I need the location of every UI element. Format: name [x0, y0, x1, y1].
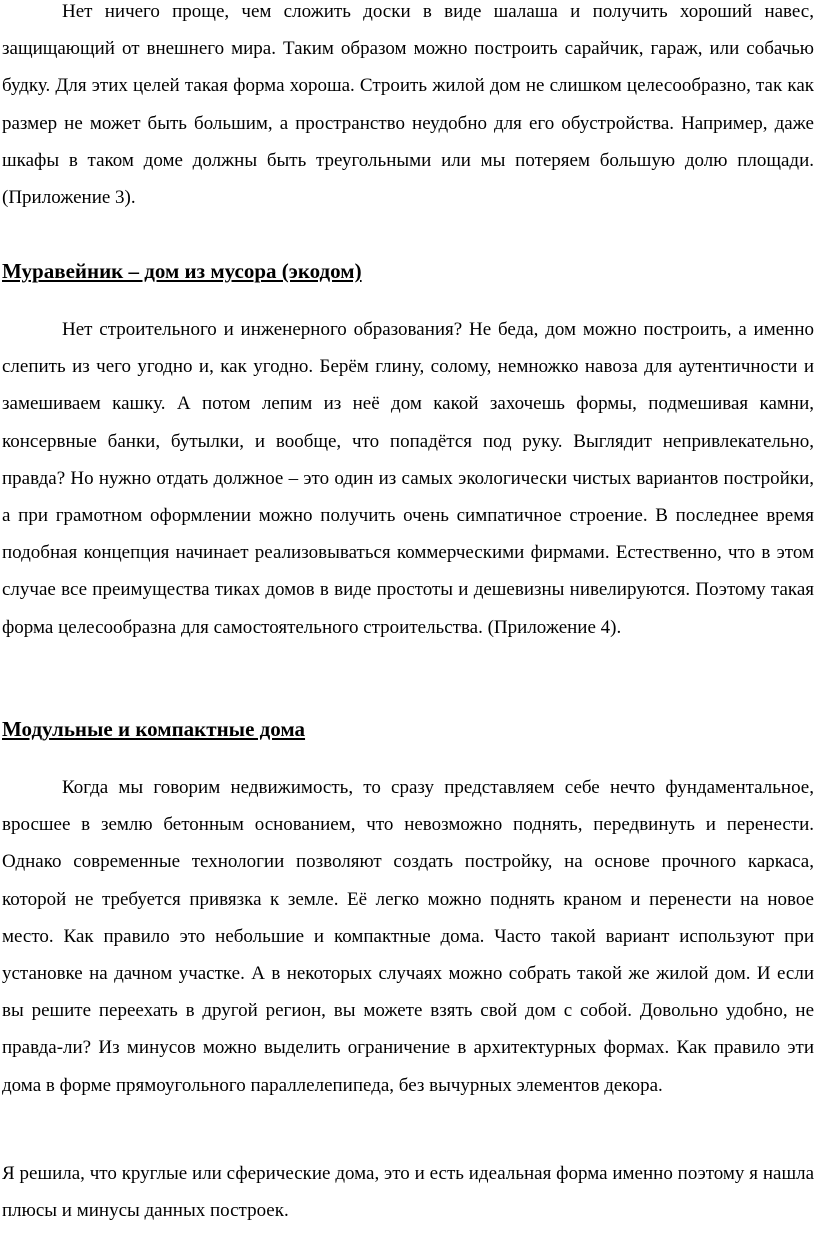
paragraph-conclusion: Я решила, что круглые или сферические дома, это и есть идеальная форма именно поэтому я нашла плюсы и минусы данных построек.	[2, 1163, 814, 1222]
heading-modular-houses: Модульные и компактные дома	[2, 717, 306, 741]
paragraph-modular-houses: Когда мы говорим недвижимость, то сразу представляем себе нечто фундаментальное, вросшее в землю бетонным основанием, что невозможно поднять, передвинуть и перенести. Однако современные технологии позволяют создать постройку, на основе прочного каркаса, которой не требуется привязка к земле. Её легко можно поднять краном и перенести на новое место. Как правило это небольшие и компактные дома. Часто такой вариант используют при установке на дачном участке. А в некоторых случаях можно собрать такой же жилой дом. И если вы решите переехать в другой регион, вы можете взять свой дом с собой. Довольно удобно, не правда-ли? Из минусов можно выделить ограничение в архитектурных формах. Как правило эти дома в форме прямоугольного параллелепипеда, без вычурных элементов декора.	[2, 777, 814, 1096]
heading-ecodom: Муравейник – дом из мусора (экодом)	[2, 259, 362, 283]
paragraph-ecodom: Нет строительного и инженерного образования? Не беда, дом можно построить, а именно слепить из чего угодно и, как угодно. Берём глину, солому, немножко навоза для аутентичности и замешиваем кашку. А потом лепим из неё дом какой захочешь формы, подмешивая камни, консервные банки, бутылки, и вообще, что попадётся под руку. Выглядит непривлекательно, правда? Но нужно отдать должное – это один из самых экологически чистых вариантов постройки, а при грамотном оформлении можно получить очень симпатичное строение. В последнее время подобная концепция начинает реализовываться коммерческими фирмами. Естественно, что в этом случае все преимущества тиках домов в виде простоты и дешевизны нивелируются. Поэтому такая форма целесообразна для самостоятельного строительства. (Приложение 4).	[2, 319, 814, 638]
paragraph-shalash: Нет ничего проще, чем сложить доски в виде шалаша и получить хороший навес, защищающий от внешнего мира. Таким образом можно построить сарайчик, гараж, или собачью будку. Для этих целей такая форма хороша. Строить жилой дом не слишком целесообразно, так как размер не может быть большим, а пространство неудобно для его обустройства. Например, даже шкафы в таком доме должны быть треугольными или мы потеряем большую долю площади. (Приложение 3).	[2, 1, 814, 209]
